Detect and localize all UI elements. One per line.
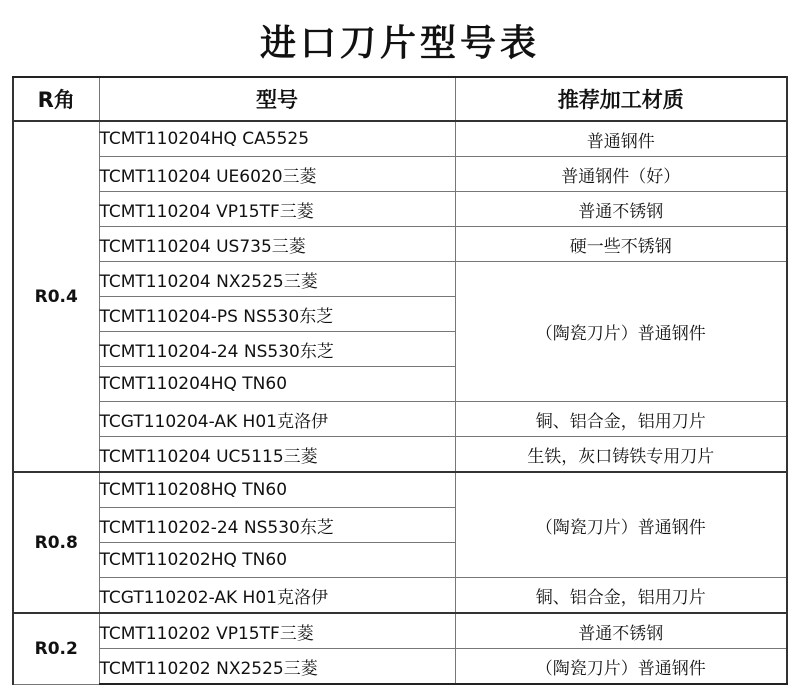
- page-title: 进口刀片型号表: [259, 23, 540, 64]
- insert-model-table: [12, 76, 788, 685]
- table-header-row: [13, 77, 787, 121]
- material-cell: （陶瓷刀片）普通钢件: [455, 262, 787, 402]
- table-row: [13, 262, 787, 297]
- model-header: 型号: [99, 77, 455, 121]
- model-cell: TCMT110208HQ TN60: [99, 472, 455, 508]
- material-cell: 铜、铝合金，铝用刀片: [455, 402, 787, 437]
- table-row: [13, 157, 787, 192]
- model-cell: TCMT110202 NX2525三菱: [99, 649, 455, 685]
- r-angle-cell: R0.4: [13, 121, 99, 472]
- material-cell: 普通钢件（好）: [455, 157, 787, 192]
- model-cell: TCMT110204-24 NS530东芝: [99, 332, 455, 367]
- r-angle-header: R角: [13, 77, 99, 121]
- material-cell: （陶瓷刀片）普通钢件: [455, 472, 787, 578]
- table-row: [13, 192, 787, 227]
- table-row: [13, 402, 787, 437]
- model-cell: TCMT110204 UC5115三菱: [99, 437, 455, 473]
- model-cell: TCMT110204-PS NS530东芝: [99, 297, 455, 332]
- model-cell: TCGT110202-AK H01克洛伊: [99, 578, 455, 614]
- model-cell: TCMT110204 NX2525三菱: [99, 262, 455, 297]
- table-row: [13, 649, 787, 685]
- table-row: [13, 121, 787, 157]
- model-cell: TCMT110202 VP15TF三菱: [99, 613, 455, 649]
- table-row: [13, 578, 787, 614]
- material-cell: 普通钢件: [455, 121, 787, 157]
- model-cell: TCMT110202-24 NS530东芝: [99, 508, 455, 543]
- model-cell: TCGT110204-AK H01克洛伊: [99, 402, 455, 437]
- model-cell: TCMT110204 UE6020三菱: [99, 157, 455, 192]
- material-cell: 硬一些不锈钢: [455, 227, 787, 262]
- table-row: [13, 437, 787, 473]
- material-cell: 铜、铝合金，铝用刀片: [455, 578, 787, 614]
- model-cell: TCMT110204 US735三菱: [99, 227, 455, 262]
- material-cell: 生铁，灰口铸铁专用刀片: [455, 437, 787, 473]
- table-row: [13, 227, 787, 262]
- material-cell: 普通不锈钢: [455, 192, 787, 227]
- model-cell: TCMT110202HQ TN60: [99, 543, 455, 578]
- model-cell: TCMT110204 VP15TF三菱: [99, 192, 455, 227]
- model-cell: TCMT110204HQ TN60: [99, 367, 455, 402]
- r-angle-cell: R0.8: [13, 472, 99, 613]
- material-cell: （陶瓷刀片）普通钢件: [455, 649, 787, 685]
- model-cell: TCMT110204HQ CA5525: [99, 121, 455, 157]
- material-header: 推荐加工材质: [455, 77, 787, 121]
- r-angle-cell: R0.2: [13, 613, 99, 684]
- table-row: [13, 613, 787, 649]
- material-cell: 普通不锈钢: [455, 613, 787, 649]
- table-row: [13, 472, 787, 508]
